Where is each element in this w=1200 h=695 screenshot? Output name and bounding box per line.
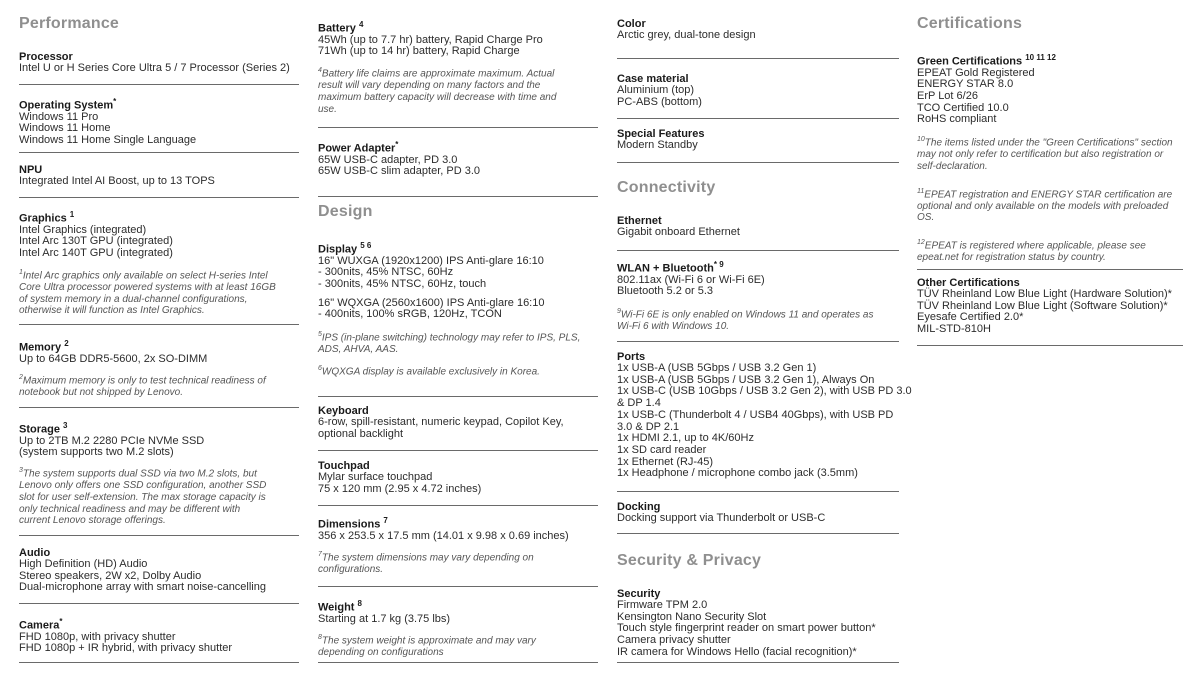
spec-camera	[19, 616, 299, 663]
footnote-line: maximum battery capacity will decrease with time and	[318, 91, 557, 103]
spec-audio	[19, 547, 299, 604]
spec-wlan-bluetooth	[617, 259, 899, 342]
spec-line: ErP Lot 6/26	[917, 90, 978, 103]
spec-line: 65W USB-C adapter, PD 3.0	[318, 153, 458, 166]
spec-line: 1x USB-A (USB 5Gbps / USB 3.2 Gen 1), Always On	[617, 373, 875, 386]
spec-power-adapter	[318, 139, 598, 197]
spec-line: 356 x 253.5 x 17.5 mm (14.01 x 9.98 x 0.69 inches)	[318, 529, 569, 542]
footnote-line: optional and only available on the models with preloaded	[917, 200, 1169, 212]
footnote-line: current Lenovo storage offerings.	[19, 515, 166, 527]
spec-line: Gigabit onboard Ethernet	[617, 226, 740, 238]
spec-title: Docking	[617, 501, 661, 513]
spec-title: Special Features	[617, 128, 705, 140]
spec-ports	[617, 351, 912, 492]
spec-line: optional backlight	[318, 427, 404, 440]
spec-title: Security	[617, 588, 661, 600]
spec-line: Modern Standby	[617, 139, 698, 151]
spec-line: 65W USB-C slim adapter, PD 3.0	[318, 165, 481, 178]
spec-special-features	[617, 128, 899, 163]
spec-title: NPU	[19, 164, 43, 176]
spec-title: Storage $^3$	[19, 421, 68, 436]
spec-line: 1x Ethernet (RJ-45)	[617, 455, 713, 468]
spec-line: Windows 11 Pro	[19, 110, 99, 123]
spec-other-certifications	[917, 277, 1183, 346]
spec-keyboard	[318, 405, 598, 451]
spec-battery	[318, 19, 598, 128]
spec-title: Ethernet	[617, 215, 662, 227]
footnote: $^{11}$EPEAT registration and ENERGY STAR certification are	[917, 187, 1173, 200]
footnote-line: notebook but not shipped by Lenovo.	[19, 387, 184, 399]
section-title-performance: Performance	[19, 15, 120, 32]
footnote: $^5$IPS (in-plane switching) technology may refer to IPS, PLS,	[318, 331, 581, 344]
spec-title: Touchpad	[318, 460, 370, 472]
footnote-line: OS.	[917, 212, 935, 224]
spec-line: 75 x 120 mm (2.95 x 4.72 inches)	[318, 482, 482, 495]
spec-graphics	[19, 209, 299, 325]
spec-line: 1x USB-A (USB 5Gbps / USB 3.2 Gen 1)	[617, 362, 817, 374]
footnote-line: Core Ultra processor powered systems with at least 16GB	[19, 281, 276, 293]
spec-title: Power Adapter*	[318, 140, 399, 155]
footnote-line: depending on configurations	[318, 647, 444, 659]
spec-line: 1x USB-C (USB 10Gbps / USB 3.2 Gen 2), with USB PD 3.0	[617, 385, 912, 398]
spec-title: Color	[617, 18, 646, 30]
spec-docking	[617, 501, 899, 534]
spec-title: Memory $^2$	[19, 339, 69, 354]
spec-title: Case material	[617, 73, 689, 85]
footnote-line: epeat.net for registration status by country.	[917, 252, 1106, 264]
spec-title: Other Certifications	[917, 277, 1020, 289]
spec-line: - 300nits, 45% NTSC, 60Hz, touch	[318, 278, 487, 291]
footnote: $^{10}$The items listed under the "Green Certifications" section	[917, 136, 1173, 149]
spec-line: Docking support via Thunderbolt or USB-C	[617, 512, 826, 524]
footnote-line: otherwise it will function as Intel Graphics.	[19, 305, 205, 317]
spec-line: 1x SD card reader	[617, 443, 707, 456]
spec-line: TÜV Rheinland Low Blue Light (Software Solution)*	[917, 299, 1168, 312]
spec-case-material	[617, 73, 899, 119]
spec-line: Mylar surface touchpad	[318, 471, 433, 483]
footnote-line: of system memory in a dual-channel configurations,	[19, 293, 248, 305]
spec-line: PC-ABS (bottom)	[617, 95, 702, 108]
spec-security	[617, 588, 899, 663]
spec-line: ENERGY STAR 8.0	[917, 78, 1014, 91]
footnote: $^8$The system weight is approximate and may vary	[318, 634, 536, 647]
spec-line: Intel Arc 140T GPU (integrated)	[19, 247, 173, 260]
spec-line: - 300nits, 45% NTSC, 60Hz	[318, 266, 454, 279]
spec-line: Eyesafe Certified 2.0*	[917, 311, 1024, 324]
footnote-line: slot for user self-extension. The max storage capacity is	[19, 491, 266, 503]
spec-title: Graphics $^1$	[19, 210, 75, 225]
footnote: $^2$Maximum memory is only to test technical readiness of	[19, 374, 266, 387]
spec-display	[318, 240, 598, 397]
spec-title: Weight $^8$	[318, 599, 362, 614]
spec-storage	[19, 420, 299, 536]
spec-line: 71Wh (up to 14 hr) battery, Rapid Charge	[318, 45, 520, 58]
footnote: $^4$Battery life claims are approximate maximum. Actual	[318, 67, 555, 80]
section-title-design: Design	[318, 203, 373, 220]
spec-line: 6-row, spill-resistant, numeric keypad, Copilot Key,	[318, 416, 564, 428]
spec-ethernet	[617, 215, 899, 251]
spec-npu	[19, 164, 299, 198]
spec-title: Operating System*	[19, 97, 117, 112]
spec-title: WLAN + Bluetooth$^{* 9}$	[617, 260, 724, 275]
footnote: $^{12}$EPEAT is registered where applicable, please see	[917, 239, 1146, 252]
spec-dimensions	[318, 515, 598, 587]
spec-title: Processor	[19, 51, 73, 63]
spec-line: 1x Headphone / microphone combo jack (3.5mm)	[617, 467, 858, 480]
spec-weight	[318, 598, 598, 663]
spec-line: FHD 1080p + IR hybrid, with privacy shutter	[19, 642, 233, 655]
spec-line: FHD 1080p, with privacy shutter	[19, 630, 176, 643]
spec-title: Display $^{5 6}$	[318, 241, 372, 256]
spec-line: RoHS compliant	[917, 113, 997, 126]
footnote: $^3$The system supports dual SSD via two M.2 slots, but	[19, 467, 257, 480]
spec-line: Intel Arc 130T GPU (integrated)	[19, 235, 173, 248]
spec-line: Aluminium (top)	[617, 84, 695, 96]
footnote-line: ADS, AHVA, AAS.	[318, 344, 399, 356]
spec-title: Keyboard	[318, 405, 369, 417]
spec-line: Arctic grey, dual-tone design	[617, 29, 756, 41]
spec-line: 802.11ax (Wi-Fi 6 or Wi-Fi 6E)	[617, 273, 765, 286]
column-certifications-clip	[917, 0, 1183, 695]
footnote-line: may not only refer to certification but also registration or	[917, 149, 1164, 161]
spec-line: (system supports two M.2 slots)	[19, 446, 174, 459]
spec-line: Bluetooth 5.2 or 5.3	[617, 285, 714, 298]
spec-line: 16" WUXGA (1920x1200) IPS Anti-glare 16:10	[318, 254, 544, 267]
spec-line: 16" WQXGA (2560x1600) IPS Anti-glare 16:10	[318, 296, 545, 309]
section-title-certifications: Certifications	[917, 15, 1023, 32]
spec-line: Camera privacy shutter	[617, 634, 731, 647]
spec-line: MIL-STD-810H	[917, 323, 991, 336]
spec-line: Kensington Nano Security Slot	[617, 610, 767, 623]
spec-line: TÜV Rheinland Low Blue Light (Hardware Solution)*	[917, 288, 1172, 300]
spec-operating-system	[19, 96, 299, 153]
spec-memory	[19, 338, 299, 408]
footnote-line: result will vary depending on many factors and the	[318, 80, 541, 92]
spec-line: 1x USB-C (Thunderbolt 4 / USB4 40Gbps), with USB PD	[617, 408, 894, 421]
spec-title: Camera*	[19, 617, 63, 632]
spec-line: Dual-microphone array with smart noise-cancelling	[19, 581, 266, 594]
spec-line: Stereo speakers, 2W x2, Dolby Audio	[19, 569, 202, 582]
spec-line: High Definition (HD) Audio	[19, 558, 148, 570]
spec-color	[617, 18, 899, 59]
spec-line: IR camera for Windows Hello (facial recognition)*	[617, 645, 857, 658]
spec-line: Firmware TPM 2.0	[617, 599, 708, 611]
spec-line: & DP 1.4	[617, 397, 661, 410]
spec-line: EPEAT Gold Registered	[917, 66, 1035, 79]
spec-green-certifications	[917, 52, 1183, 270]
spec-line: Intel U or H Series Core Ultra 5 / 7 Processor (Series 2)	[19, 62, 290, 74]
spec-line: Intel Graphics (integrated)	[19, 223, 147, 236]
footnote-line: only technical readiness and may be different with	[19, 503, 241, 515]
spec-touchpad	[318, 460, 598, 506]
spec-line: Touch style fingerprint reader on smart power button*	[617, 622, 876, 635]
spec-line: 1x HDMI 2.1, up to 4K/60Hz	[617, 432, 754, 445]
footnote-line: use.	[318, 103, 337, 115]
footnote-line: Lenovo only offers one SSD configuration, another SSD	[19, 480, 267, 492]
spec-processor	[19, 51, 299, 85]
footnote: $^7$The system dimensions may vary depending on	[318, 551, 534, 564]
spec-title: Audio	[19, 547, 51, 559]
spec-title: Battery $^4$	[318, 20, 364, 35]
footnote: $^6$WQXGA display is available exclusively in Korea.	[318, 364, 540, 378]
footnote: $^9$Wi-Fi 6E is only enabled on Windows 11 and operates as	[617, 308, 874, 321]
footnote-line: configurations.	[318, 564, 384, 576]
spec-line: Up to 2TB M.2 2280 PCIe NVMe SSD	[19, 434, 205, 447]
spec-line: Starting at 1.7 kg (3.75 lbs)	[318, 612, 451, 625]
spec-line: 45Wh (up to 7.7 hr) battery, Rapid Charge Pro	[318, 33, 543, 46]
spec-line: Integrated Intel AI Boost, up to 13 TOPS	[19, 175, 215, 187]
spec-line: 3.0 & DP 2.1	[617, 420, 680, 433]
footnote-line: self-declaration.	[917, 160, 988, 172]
footnote-line: Wi-Fi 6 with Windows 10.	[617, 321, 730, 333]
spec-line: Windows 11 Home	[19, 122, 111, 135]
section-title-security: Security & Privacy	[617, 552, 762, 569]
spec-line: TCO Certified 10.0	[917, 101, 1009, 114]
spec-title: Dimensions $^7$	[318, 516, 388, 531]
section-title-connectivity: Connectivity	[617, 179, 716, 196]
spec-title: Green Certifications $^{10 11 12}$	[917, 53, 1056, 68]
spec-title: Ports	[617, 351, 646, 363]
footnote: $^1$Intel Arc graphics only available on select H-series Intel	[19, 268, 268, 282]
spec-line: Windows 11 Home Single Language	[19, 134, 197, 147]
spec-line: - 400nits, 100% sRGB, 120Hz, TCON	[318, 308, 502, 321]
spec-line: Up to 64GB DDR5-5600, 2x SO-DIMM	[19, 352, 208, 365]
